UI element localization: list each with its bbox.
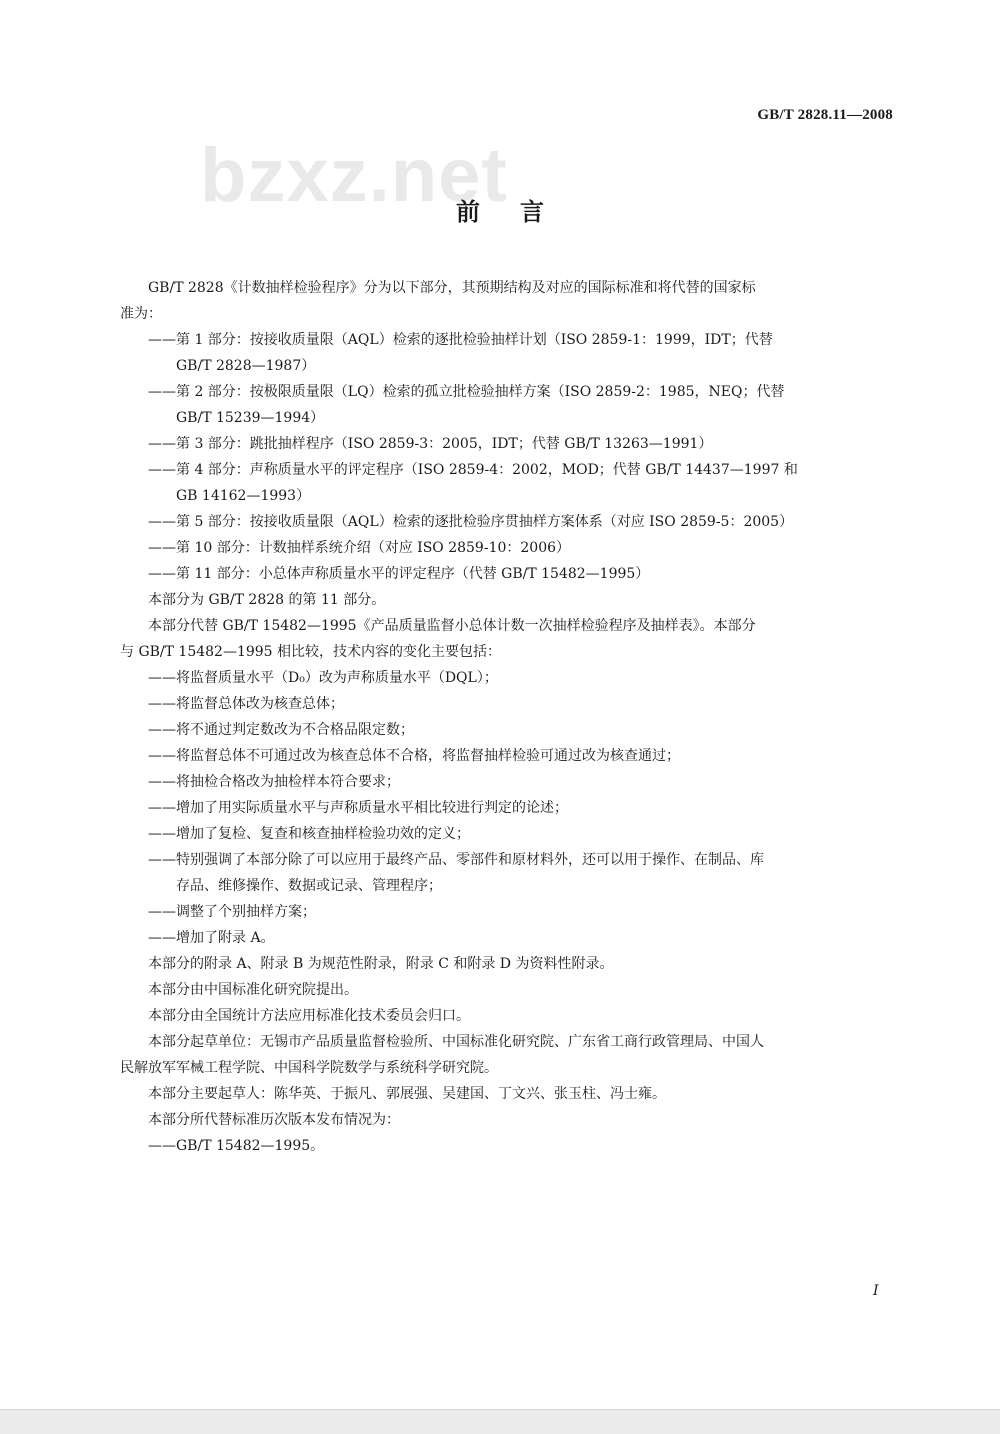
list-item-continuation: GB/T 2828—1987） <box>176 358 316 374</box>
history-title: 本部分所代替标准历次版本发布情况为： <box>148 1112 400 1128</box>
change-item <box>120 665 890 691</box>
intro-line-2: 准为： <box>120 306 162 322</box>
statement-part: 本部分为 GB/T 2828 的第 11 部分。 <box>148 592 386 608</box>
list-item-part-4 <box>120 457 890 509</box>
change-item-text: ——将监督质量水平（D₀）改为声称质量水平（DQL）； <box>148 670 498 686</box>
replace-line-2: 与 GB/T 15482—1995 相比较，技术内容的变化主要包括： <box>120 644 502 660</box>
change-item <box>120 795 890 821</box>
page-number: I <box>873 1283 879 1299</box>
list-item-text: ——第 11 部分：小总体声称质量水平的评定程序（代替 GB/T 15482—1995） <box>148 566 650 582</box>
list-item-text: ——第 1 部分：按接收质量限（AQL）检索的逐批检验抽样计划（ISO 2859-1：1999，IDT；代替 <box>148 332 773 348</box>
proposed-by: 本部分由中国标准化研究院提出。 <box>148 982 358 998</box>
watermark-text: bzxz.net <box>200 133 508 218</box>
page-title: 前言 <box>456 198 584 226</box>
centralized-by: 本部分由全国统计方法应用标准化技术委员会归口。 <box>148 1008 470 1024</box>
change-item <box>120 717 890 743</box>
list-item-text: ——第 4 部分：声称质量水平的评定程序（ISO 2859-4：2002，MOD；代替 GB/T 14437—1997 和 <box>148 462 798 478</box>
list-item-part-10 <box>120 535 890 561</box>
list-item-part-11 <box>120 561 890 587</box>
list-item-text: ——第 3 部分：跳批抽样程序（ISO 2859-3：2005，IDT；代替 GB/T 13263—1991） <box>148 436 713 452</box>
viewer-bottom-bar <box>0 1409 1000 1434</box>
change-item <box>120 899 890 925</box>
intro-line-1: GB/T 2828《计数抽样检验程序》分为以下部分，其预期结构及对应的国际标准和将代替的国家标 <box>148 280 756 296</box>
history-item <box>120 1133 890 1159</box>
list-item-part-3 <box>120 431 890 457</box>
history-item-text: ——GB/T 15482—1995。 <box>148 1138 325 1154</box>
drafting-units-line-1: 本部分起草单位：无锡市产品质量监督检验所、中国标准化研究院、广东省工商行政管理局、中国人 <box>148 1034 764 1050</box>
list-item-text: ——第 10 部分：计数抽样系统介绍（对应 ISO 2859-10：2006） <box>148 540 571 556</box>
list-item-continuation: GB/T 15239—1994） <box>176 410 325 426</box>
change-item-text: ——增加了附录 A。 <box>148 930 275 946</box>
change-item <box>120 821 890 847</box>
change-item-text: ——将不通过判定数改为不合格品限定数； <box>148 722 414 738</box>
change-item <box>120 743 890 769</box>
list-item-text: ——第 2 部分：按极限质量限（LQ）检索的孤立批检验抽样方案（ISO 2859-2：1985，NEQ；代替 <box>148 384 785 400</box>
document-body <box>120 275 890 1159</box>
change-item <box>120 925 890 951</box>
list-item-part-5 <box>120 509 890 535</box>
change-item <box>120 769 890 795</box>
change-item-text: ——特别强调了本部分除了可以应用于最终产品、零部件和原材料外，还可以用于操作、在制品、库 <box>148 852 764 868</box>
change-item-continuation: 存品、维修操作、数据或记录、管理程序； <box>176 878 442 894</box>
drafting-units-line-2: 民解放军军械工程学院、中国科学院数学与系统科学研究院。 <box>120 1060 498 1076</box>
list-item-continuation: GB 14162—1993） <box>176 488 311 504</box>
replace-line-1: 本部分代替 GB/T 15482—1995《产品质量监督小总体计数一次抽样检验程序及抽样表》。本部分 <box>148 618 756 634</box>
change-item-text: ——调整了个别抽样方案； <box>148 904 316 920</box>
drafters: 本部分主要起草人：陈华英、于振凡、郭展强、吴建国、丁文兴、张玉柱、冯士雍。 <box>148 1086 666 1102</box>
change-item <box>120 691 890 717</box>
list-item-part-1 <box>120 327 890 379</box>
standard-code: GB/T 2828.11—2008 <box>757 107 893 123</box>
change-item-text: ——将抽检合格改为抽检样本符合要求； <box>148 774 400 790</box>
change-item-text: ——将监督总体改为核查总体； <box>148 696 344 712</box>
change-item-text: ——增加了复检、复查和核查抽样检验功效的定义； <box>148 826 470 842</box>
annex-note: 本部分的附录 A、附录 B 为规范性附录，附录 C 和附录 D 为资料性附录。 <box>148 956 614 972</box>
list-item-part-2 <box>120 379 890 431</box>
change-item-text: ——增加了用实际质量水平与声称质量水平相比较进行判定的论述； <box>148 800 568 816</box>
change-item-text: ——将监督总体不可通过改为核查总体不合格，将监督抽样检验可通过改为核查通过； <box>148 748 680 764</box>
change-item <box>120 847 890 899</box>
list-item-text: ——第 5 部分：按接收质量限（AQL）检索的逐批检验序贯抽样方案体系（对应 ISO 2859-5：2005） <box>148 514 794 530</box>
